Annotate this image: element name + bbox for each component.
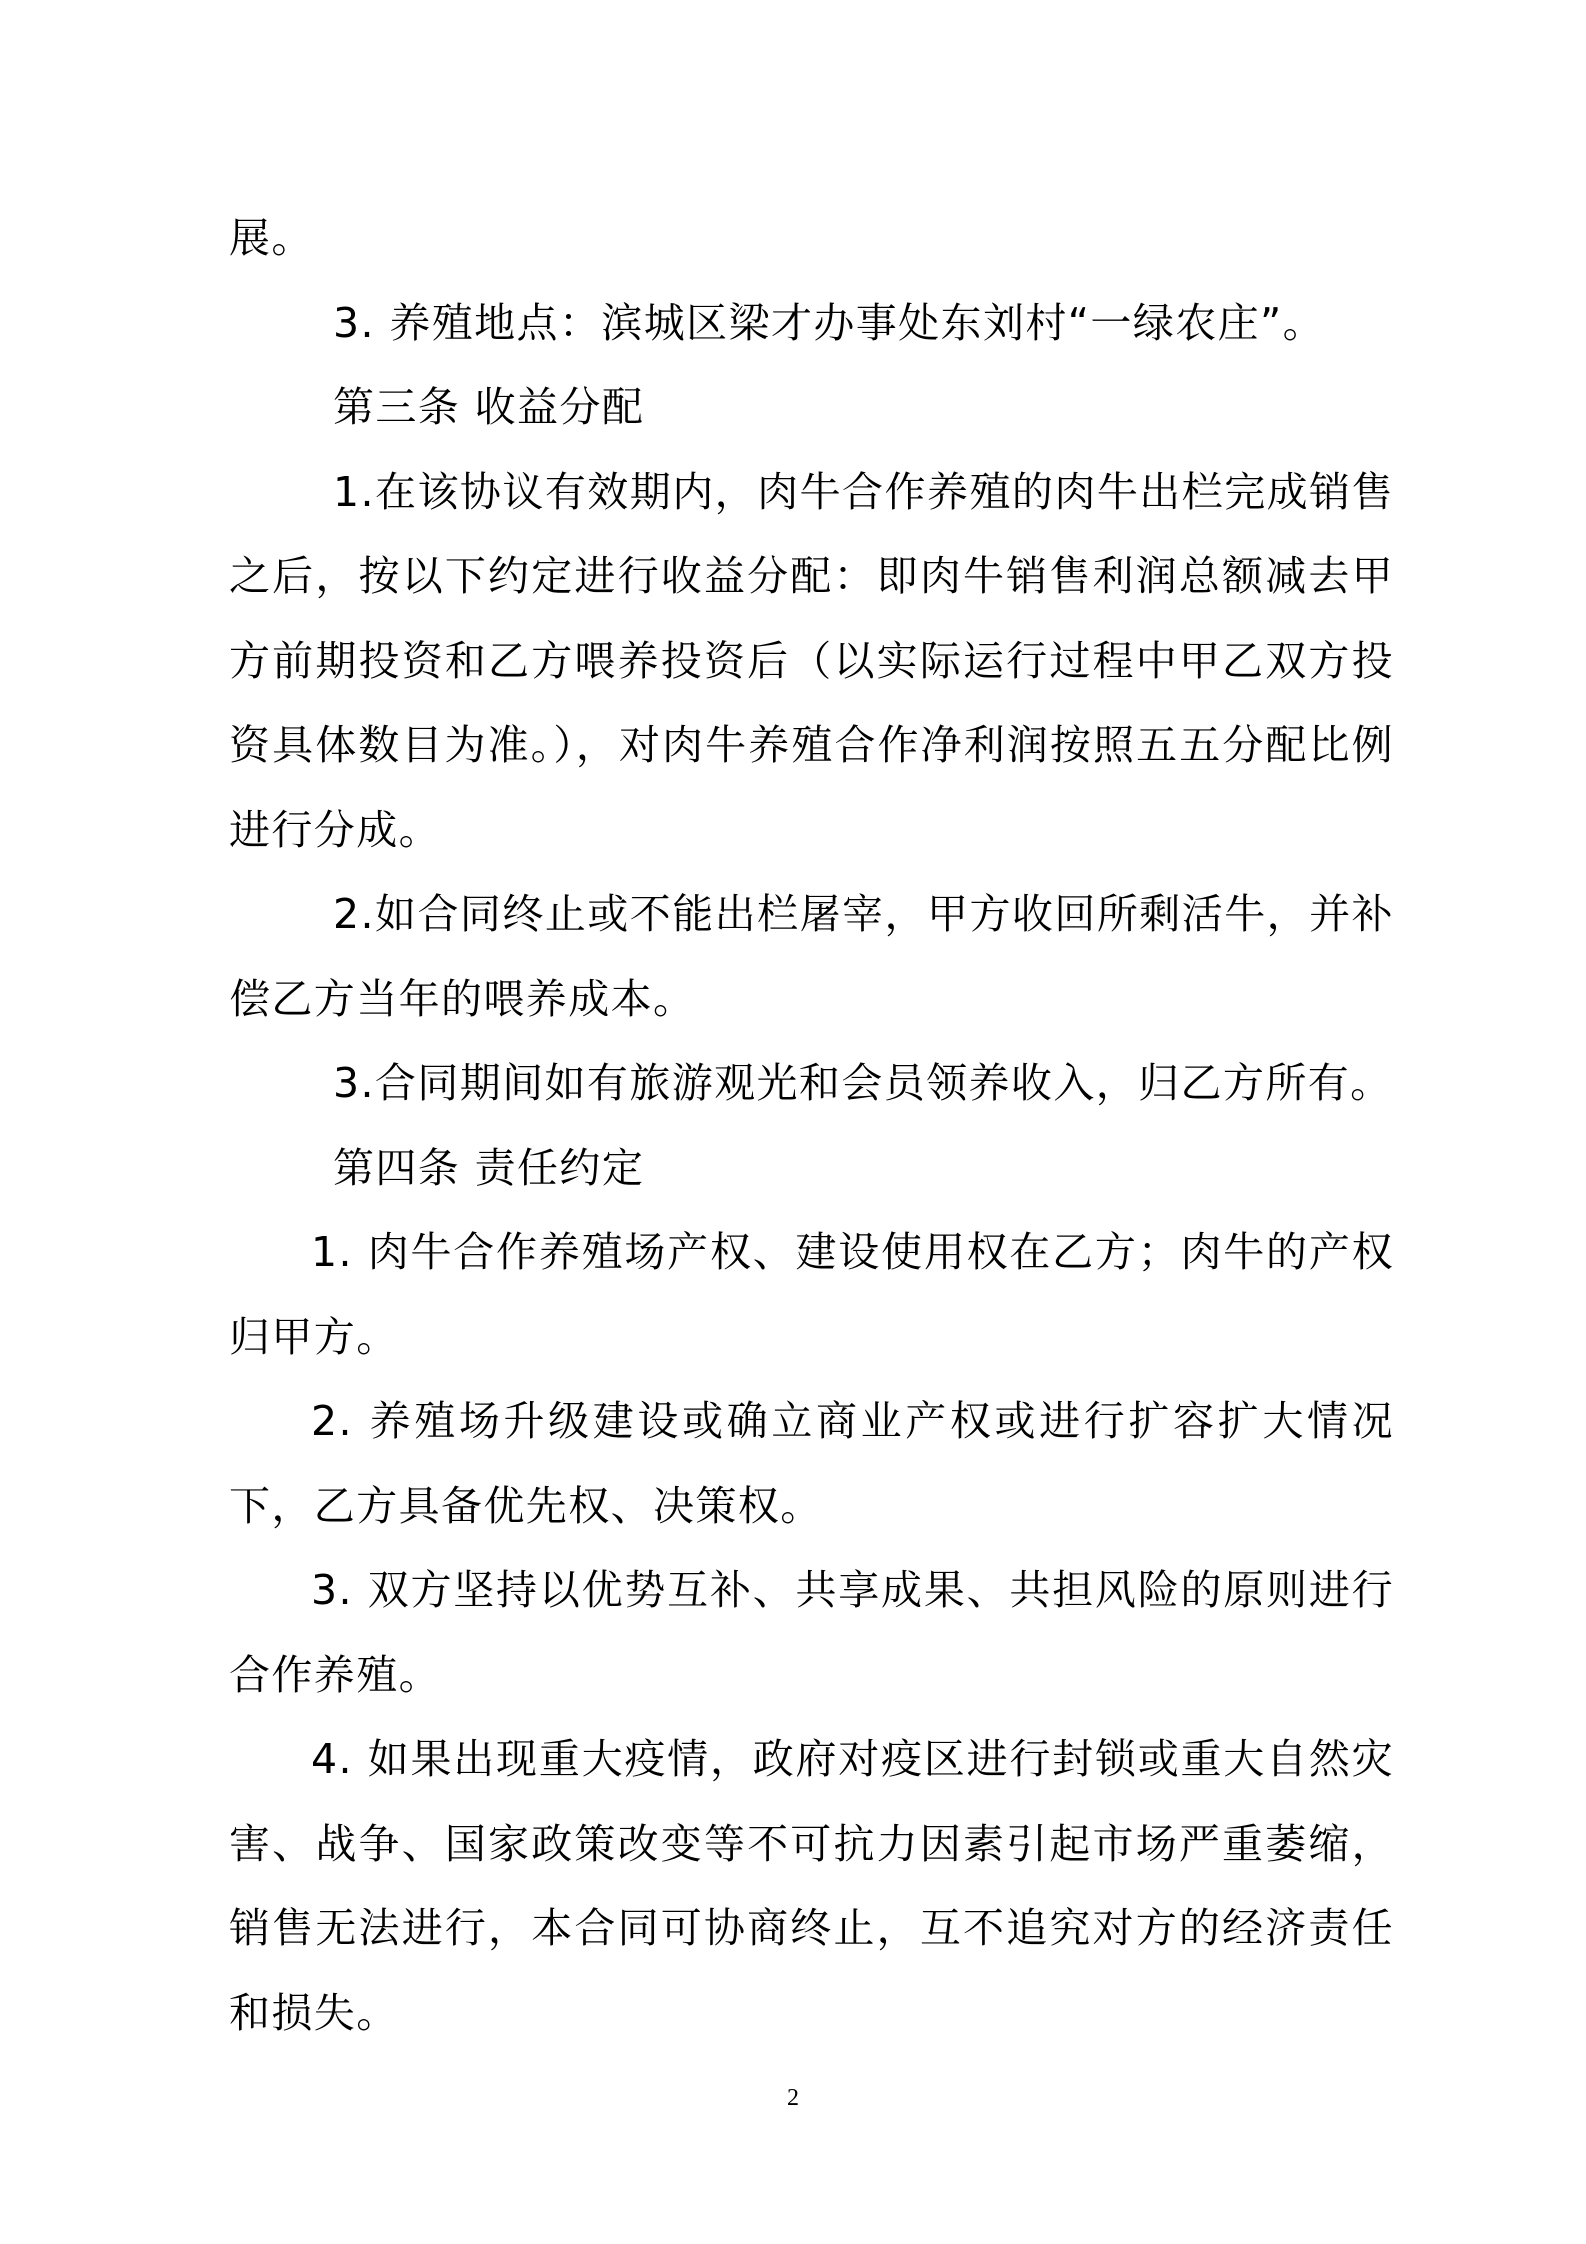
article-3-heading: 第三条 收益分配 [333,383,645,431]
article-4-item-2: 2. 养殖场升级建设或确立商业产权或进行扩容扩大情况下，乙方具备优先权、决策权。 [229,1397,1394,1530]
clause-2-item-3: 3. 养殖地点：滨城区梁才办事处东刘村“一绿农庄”。 [333,298,1326,347]
article-4-item-3: 3. 双方坚持以优势互补、共享成果、共担风险的原则进行合作养殖。 [229,1566,1394,1699]
article-3-item-1: 1.在该协议有效期内，肉牛合作养殖的肉牛出栏完成销售之后，按以下约定进行收益分配：即肉牛销售利润总额减去甲方前期投资和乙方喂养投资后（以实际运行过程中甲乙双方投资具体数目为准。），对肉牛养殖合作净利润按照五五分配比例进行分成。 [229,467,1394,854]
document-body [229,196,1394,2055]
article-4-item-1: 1. 肉牛合作养殖场产权、建设使用权在乙方；肉牛的产权归甲方。 [229,1228,1394,1361]
article-4-item-4: 4. 如果出现重大疫情，政府对疫区进行封锁或重大自然灾害、战争、国家政策改变等不可抗力因素引起市场严重萎缩，销售无法进行，本合同可协商终止，互不追究对方的经济责任和损失。 [229,1735,1394,2037]
article-3-item-3: 3.合同期间如有旅游观光和会员领养收入，归乙方所有。 [333,1059,1393,1107]
page-number: 2 [787,2085,799,2111]
paragraph-continuation: 展。 [229,214,314,262]
article-3-item-2: 2.如合同终止或不能出栏屠宰，甲方收回所剩活牛，并补偿乙方当年的喂养成本。 [229,890,1394,1023]
article-4-heading: 第四条 责任约定 [333,1143,645,1192]
